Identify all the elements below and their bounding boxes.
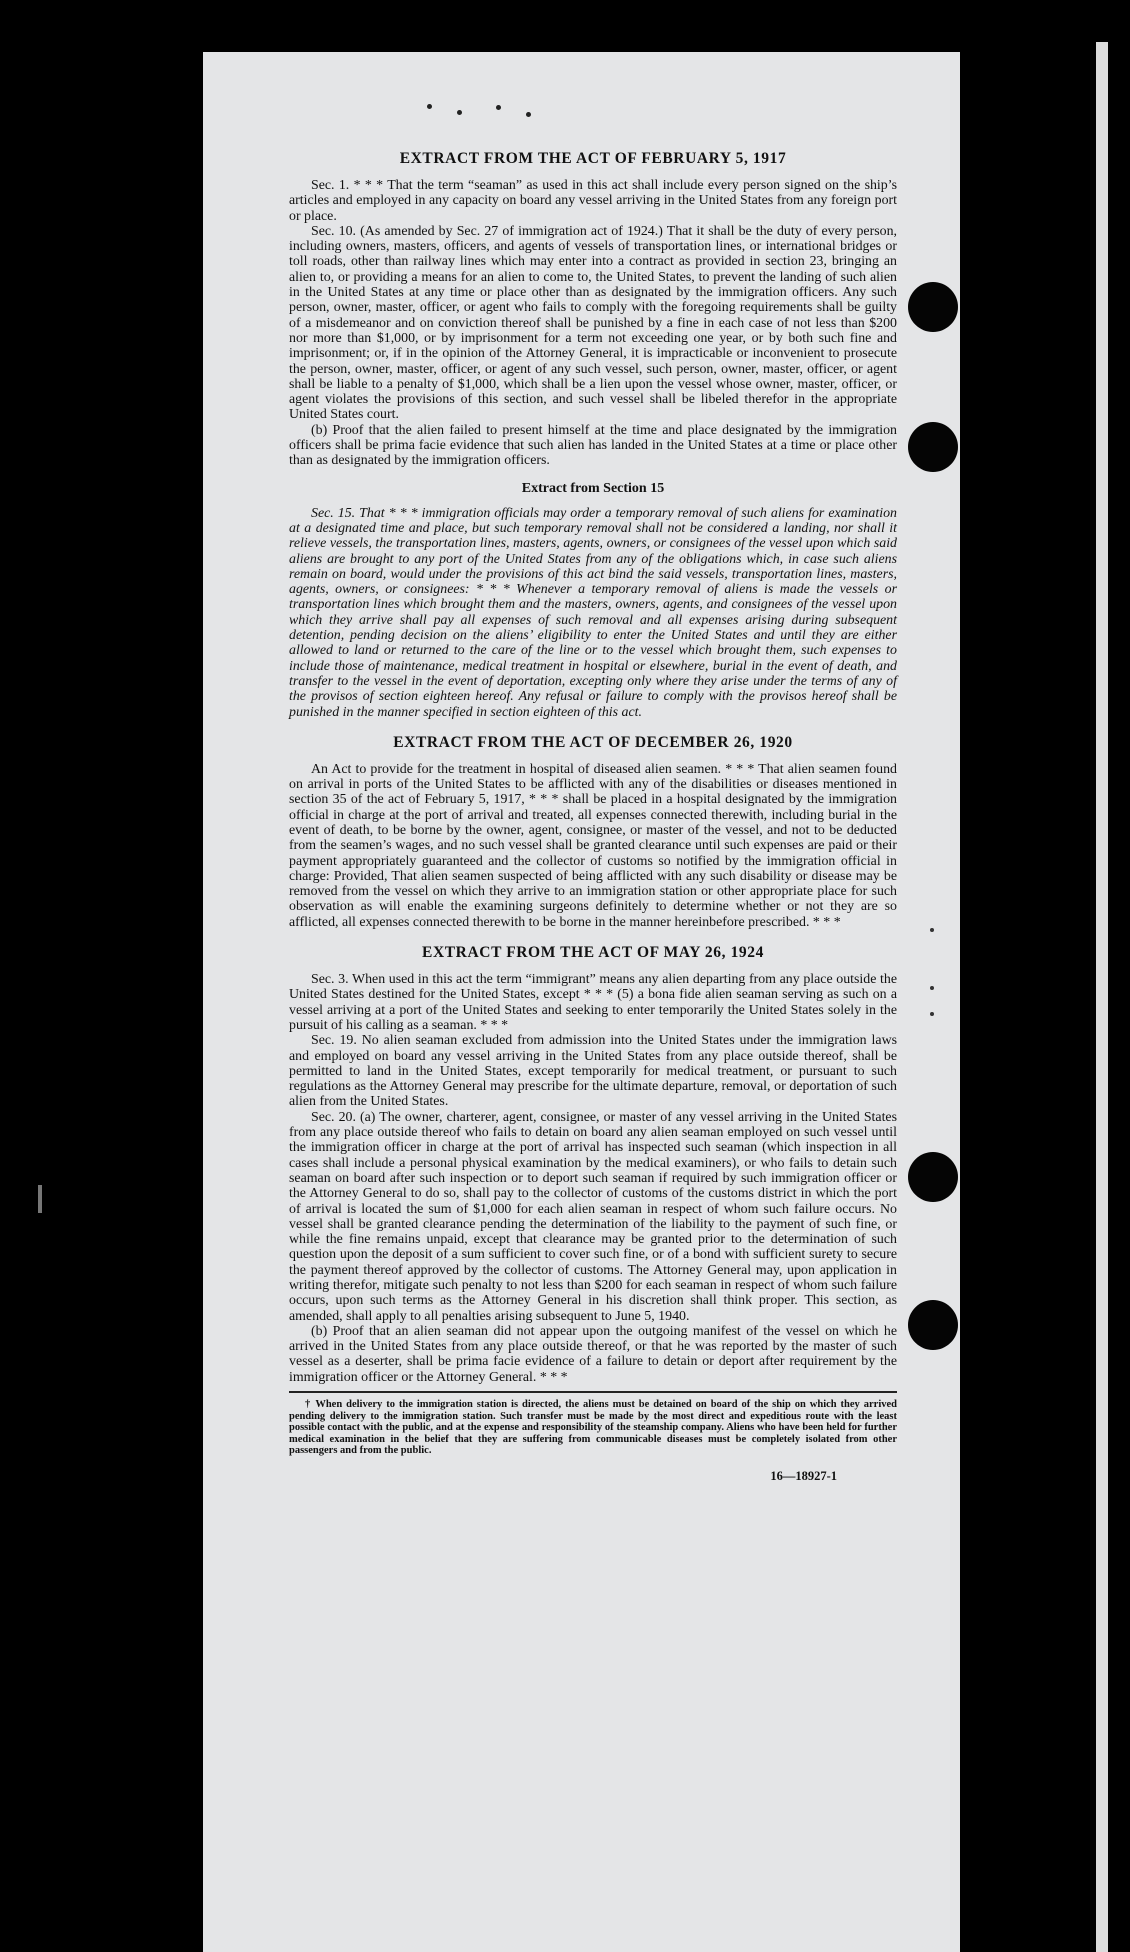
footnote-divider <box>289 1391 897 1393</box>
paragraph-sec-10-b: (b) Proof that the alien failed to present himself at the time and place designated by the immigration officers shall be prima facie evidence that such alien has landed in the United States at a time or place other than as designated by the immigration officers. <box>289 422 897 469</box>
margin-dot <box>930 986 934 990</box>
punch-hole <box>908 282 958 332</box>
scan-mark <box>38 1185 42 1213</box>
paragraph-sec-20-b: (b) Proof that an alien seaman did not appear upon the outgoing manifest of the vessel on which he arrived in the United States from any place outside thereof, or that he was reported by the master of such vessel as a deserter, shall be prima facie evidence of a failure to detain or deport after requirement by the immigration officer or the Attorney General. * * * <box>289 1323 897 1385</box>
scan-speckles <box>203 102 960 122</box>
paragraph-sec-19: Sec. 19. No alien seaman excluded from admission into the United States under the immigration laws and employed on board any vessel arriving in the United States from any place outside thereof, shall be permitted to land in the United States, except temporarily for medical treatment, or pursuant to such regulations as the Attorney General may prescribe for the ultimate departure, removal, or deportation of such alien from the United States. <box>289 1033 897 1110</box>
margin-dot <box>930 928 934 932</box>
paragraph-sec-10: Sec. 10. (As amended by Sec. 27 of immigration act of 1924.) That it shall be the duty of every person, including owners, masters, officers, and agents of vessels of transportation lines, or international bridges or toll roads, other than railway lines which may enter into a contract as provided in section 23, bringing an alien to, or providing a means for an alien to come to, the United States, to prevent the landing of such alien in the United States at any time or place other than as designated by the immigration officers. Any such person, owner, master, officer, or agent who fails to comply with the foregoing requirements shall be guilty of a misdemeanor and on conviction thereof shall be punished by a fine in each case of not less than $200 nor more than $1,000, or by imprisonment for a term not exceeding one year, or by both such fine and imprisonment; or, if in the opinion of the Attorney General, it is impracticable or inconvenient to prosecute the person, owner, master, officer, or agent of any such vessel, such person, owner, master, officer, or agent shall be liable to a penalty of $1,000, which shall be a lien upon the vessel whose owner, master, officer, or agent violates the provisions of this section, and such vessel shall be libeled therefor in the appropriate United States court. <box>289 223 897 423</box>
heading-act-feb-1917: EXTRACT FROM THE ACT OF FEBRUARY 5, 1917 <box>399 150 787 167</box>
paragraph-act-1920: An Act to provide for the treatment in hospital of diseased alien seamen. * * * That alien seamen found on arrival in ports of the United States to be afflicted with any of the disabilities or diseases mentioned in section 35 of the act of February 5, 1917, * * * shall be placed in a hospital designated by the immigration official in charge at the port of arrival and treated, all expenses connected therewith, including burial in the event of death, to be borne by the owner, agent, consignee, or master of the vessel, and not to be deducted from the seamen’s wages, and no such vessel shall be granted clearance until such expenses are paid or their payment appropriately guaranteed and the collector of customs so notified by the immigration official in charge: Provided, That alien seamen suspected of being afflicted with any such disability or disease may be removed from the vessel on which they arrive to an immigration station or other appropriate place for such observation as will enable the examining surgeons definitely to determine whether or not they are so afflicted, all expenses connected therewith to be borne in the manner hereinbefore prescribed. * * * <box>289 761 897 930</box>
footnote <box>289 1399 897 1457</box>
paragraph-sec-1: Sec. 1. * * * That the term “seaman” as used in this act shall include every person signed on the ship’s articles and employed in any capacity on board any vessel arriving in the United States from any foreign port or place. <box>289 178 897 224</box>
footnote-text: † When delivery to the immigration station is directed, the aliens must be detained on board of the ship on which they arrived pending delivery to the immigration station. Such transfer must be made by the most direct and expeditious route with the least possible contact with the public, and at the expense and responsibility of the steamship company. Aliens who have been held for further medical examination in the belief that they are suffering from communicable diseases must be completely isolated from other passengers and from the public. <box>289 1399 897 1457</box>
adjacent-page-edge <box>1096 42 1108 1952</box>
paragraph-sec-20-a: Sec. 20. (a) The owner, charterer, agent, consignee, or master of any vessel arriving in the United States from any place outside thereof who fails to detain on board any alien seaman employed on such vessel until the immigration officer in charge at the port of arrival has inspected such seaman (which inspection in all cases shall include a personal physical examination by the medical examiners), or who fails to detain such seaman on board after such inspection or to deport such seaman if required by such immigration officer or the Attorney General to do so, shall pay to the collector of customs of the customs district in which the port of arrival is located the sum of $1,000 for each alien seaman in respect of whom such failure occurs. No vessel shall be granted clearance pending the determination of the liability to the payment of such fine, or while the fine remains unpaid, except that clearance may be granted prior to the determination of such question upon the deposit of a sum sufficient to cover such fine, or of a bond with sufficient surety to secure the payment thereof approved by the collector of customs. The Attorney General may, upon application in writing therefor, mitigate such penalty to not less than $200 for each seaman in respect of whom such failure occurs, upon such terms as the Attorney General in his discretion shall think proper. This section, as amended, shall apply to all penalties arising subsequent to June 5, 1940. <box>289 1109 897 1324</box>
punch-hole <box>908 422 958 472</box>
margin-dot <box>930 1012 934 1016</box>
paragraph-sec-15: Sec. 15. That * * * immigration officials may order a temporary removal of such aliens for examination at a designated time and place, but such temporary removal shall not be considered a landing, nor shall it relieve vessels, the transportation lines, masters, agents, owners, or consignees of the vessel upon which said aliens are brought to any port of the United States from any of the obligations which, in case such aliens remain on board, would under the provisions of this act bind the said vessels, transportation lines, masters, agents, owners, or consignees: * * * Whenever a temporary removal of aliens is made the vessels or transportation lines which brought them and the masters, owners, agents, and consignees of the vessel upon which they arrive shall pay all expenses of such removal and all expenses arising during subsequent detention, pending decision on the aliens’ eligibility to enter the United States and until they are either allowed to land or returned to the care of the line or to the vessel which brought them, such expenses to include those of maintenance, medical treatment in hospital or elsewhere, burial in the event of death, and transfer to the vessel in the event of deportation, excepting only where they arise under the terms of any of the provisos of section eighteen hereof. Any refusal or failure to comply with the provisos hereof shall be punished in the manner specified in section eighteen of this act. <box>289 505 897 720</box>
document-page <box>203 52 960 1952</box>
form-number: 16—18927-1 <box>770 1469 837 1484</box>
heading-act-dec-1920: EXTRACT FROM THE ACT OF DECEMBER 26, 1920 <box>393 733 793 751</box>
punch-hole <box>908 1152 958 1202</box>
paragraph-sec-3: Sec. 3. When used in this act the term “immigrant” means any alien departing from any place outside the United States destined for the United States, except * * * (5) a bona fide alien seaman serving as such on a vessel arriving at a port of the United States and seeking to enter temporarily the United States solely in the pursuit of his calling as a seaman. * * * <box>289 972 897 1033</box>
heading-act-may-1924: EXTRACT FROM THE ACT OF MAY 26, 1924 <box>422 944 764 962</box>
document-body <box>289 150 897 1484</box>
punch-hole <box>908 1300 958 1350</box>
heading-section-15: Extract from Section 15 <box>521 480 665 496</box>
